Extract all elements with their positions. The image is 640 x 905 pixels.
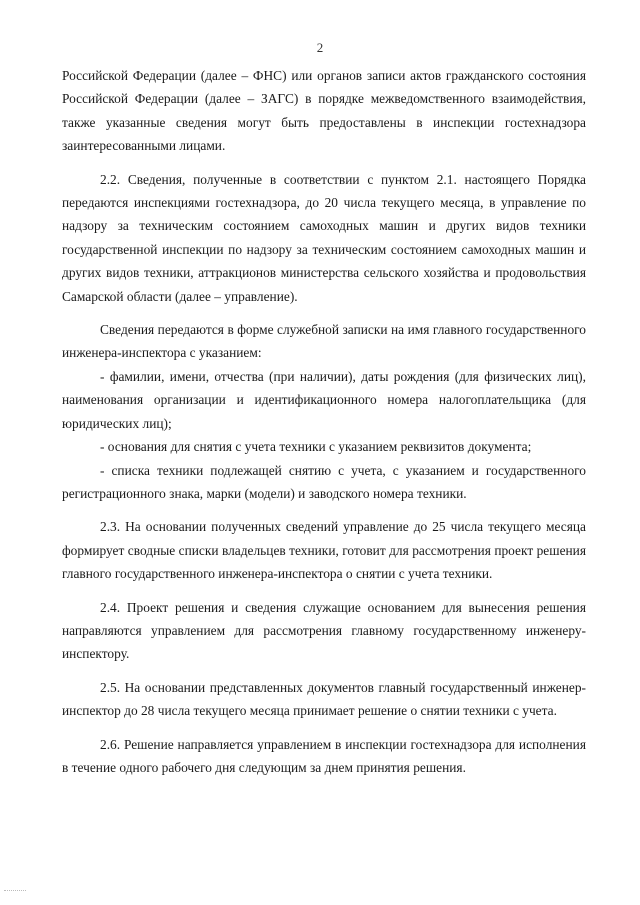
paragraph-2-2: 2.2. Сведения, полученные в соответствии с пунктом 2.1. настоящего Порядка передаются инспекциями гостехнадзора, до 20 числа текущего месяца, в управление по надзору за техническим состоянием самоходных машин и других видов техники государственной инспекции по надзору за техническим состоянием самоходных машин и других видов техники, аттракционов министерства сельского хозяйства и продовольствия Самарской области (далее – управление). — [62, 171, 586, 304]
list-item-names: - фамилии, имени, отчества (при наличии), даты рождения (для физических лиц), наименования организации и идентификационного номера налогоплательщика (для юридических лиц); — [62, 368, 586, 431]
list-item-grounds: - основания для снятия с учета техники с указанием реквизитов документа; — [100, 439, 532, 455]
list-item-vehicles: - списка техники подлежащей снятию с учета, с указанием и государственного регистрационного знака, марки (модели) и заводского номера техники. — [62, 462, 586, 501]
document-body — [62, 64, 586, 779]
scan-mark — [4, 889, 26, 891]
paragraph-2-4: 2.4. Проект решения и сведения служащие основанием для вынесения решения направляются управлением для рассмотрения главному государственному инженеру-инспектору. — [62, 599, 586, 662]
paragraph-2-6: 2.6. Решение направляется управлением в инспекции гостехнадзора для исполнения в течение одного рабочего дня следующим за днем принятия решения. — [62, 736, 586, 775]
paragraph-continuation: Российской Федерации (далее – ФНС) или органов записи актов гражданского состояния Российской Федерации (далее – ЗАГС) в порядке межведомственного взаимодействия, также указанные сведения могут быть предоставлены в инспекции гостехнадзора заинтересованными лицами. — [62, 68, 586, 154]
paragraph-2-5: 2.5. На основании представленных документов главный государственный инженер-инспектор до 28 числа текущего месяца принимает решение о снятии техники с учета. — [62, 679, 586, 719]
page-number: 2 — [316, 40, 324, 55]
paragraph-2-3: 2.3. На основании полученных сведений управление до 25 числа текущего месяца формирует сводные списки владельцев техники, готовит для рассмотрения проект решения главного государственного инженера-инспектора о снятии с учета техники. — [62, 519, 586, 582]
paragraph-memo-form: Сведения передаются в форме служебной записки на имя главного государственного инженера-инспектора с указанием: — [62, 322, 586, 361]
